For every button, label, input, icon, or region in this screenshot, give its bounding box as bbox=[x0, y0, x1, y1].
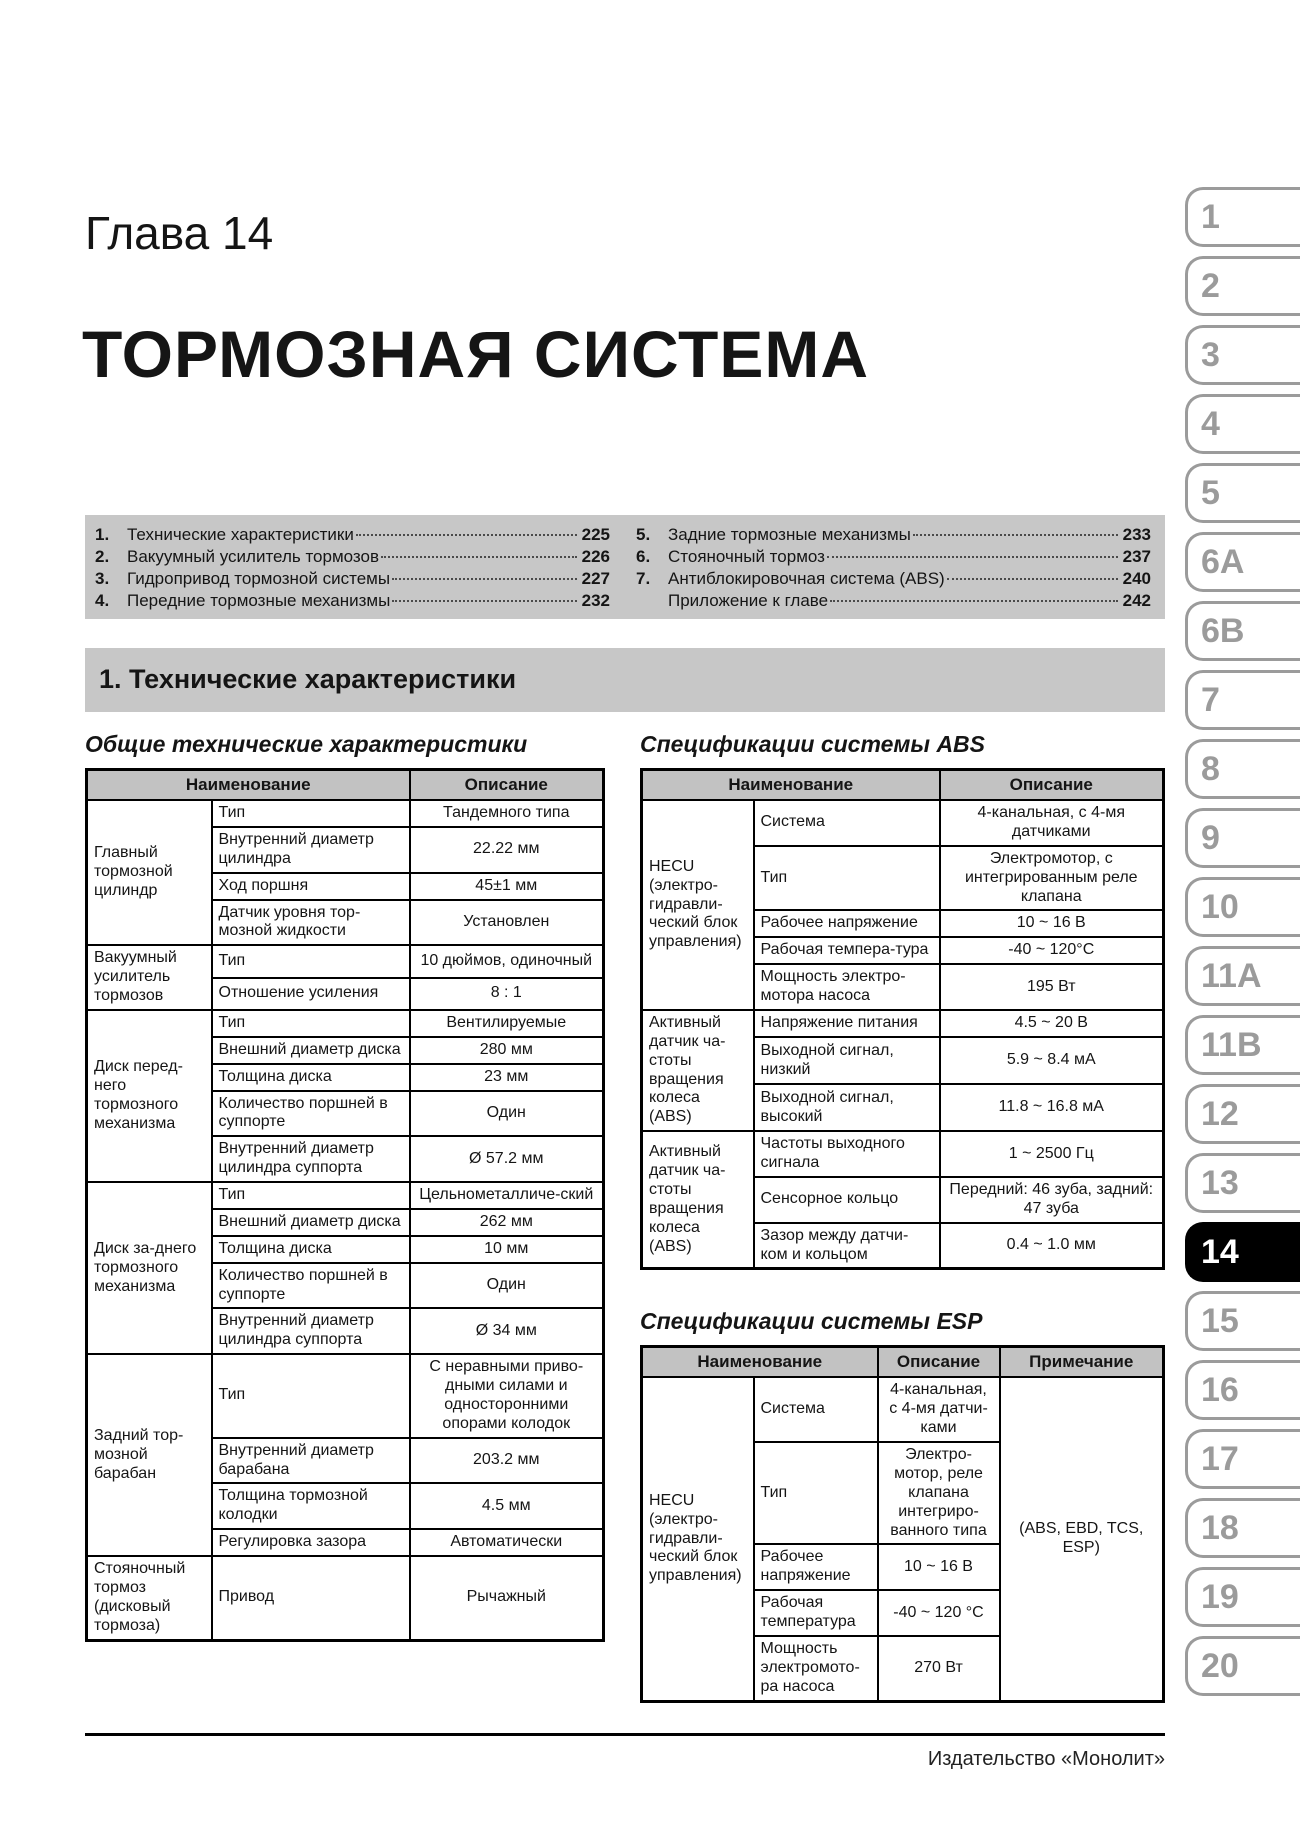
abs-spec-table bbox=[640, 768, 1165, 1270]
toc-item-label: Технические характеристики bbox=[127, 525, 354, 544]
toc-item bbox=[95, 524, 610, 546]
spec-value-cell: -40 ~ 120°C bbox=[940, 937, 1164, 964]
spec-name-cell: Привод bbox=[212, 1556, 410, 1640]
chapter-tab-2: 2 bbox=[1185, 256, 1300, 316]
spec-name-cell: Выходной сигнал, высокий bbox=[754, 1084, 940, 1131]
spec-value-cell: -40 ~ 120 °C bbox=[878, 1590, 1000, 1636]
toc-item-number: 3. bbox=[95, 569, 110, 588]
spec-value-cell: 262 мм bbox=[410, 1209, 604, 1236]
spec-name-cell: Мощность электромото-ра насоса bbox=[754, 1636, 878, 1701]
spec-group-cell: Задний тор-мозной барабан bbox=[87, 1354, 212, 1556]
toc-item-number: 4. bbox=[95, 591, 110, 610]
spec-name-cell: Тип bbox=[754, 846, 940, 911]
spec-name-cell: Внутренний диаметр барабана bbox=[212, 1438, 410, 1484]
table-row bbox=[87, 800, 604, 827]
spec-value-cell: Один bbox=[410, 1263, 604, 1309]
toc-item-number: 5. bbox=[636, 525, 651, 544]
spec-value-cell: 10 ~ 16 В bbox=[940, 910, 1164, 937]
spec-name-cell: Тип bbox=[212, 800, 410, 827]
spec-value-cell: 5.9 ~ 8.4 мА bbox=[940, 1037, 1164, 1084]
table-row bbox=[642, 1131, 1164, 1177]
spec-name-cell: Количество поршней в суппорте bbox=[212, 1263, 410, 1309]
spec-value-cell: 23 мм bbox=[410, 1064, 604, 1091]
toc-page-number: 225 bbox=[581, 525, 610, 544]
spec-value-cell: Ø 57.2 мм bbox=[410, 1136, 604, 1182]
spec-value-cell: 10 дюймов, одиночный bbox=[410, 945, 604, 977]
spec-value-cell: С неравными приво-дными силами и односторонними опорами колодок bbox=[410, 1354, 604, 1438]
toc-item bbox=[95, 546, 610, 568]
chapter-tab-3: 3 bbox=[1185, 325, 1300, 385]
toc-item-label: Гидропривод тормозной системы bbox=[127, 569, 391, 588]
toc-item-label: Стояночный тормоз bbox=[668, 547, 825, 566]
spec-value-cell: Установлен bbox=[410, 900, 604, 946]
toc-item-number: 2. bbox=[95, 547, 110, 566]
toc-leader-dots bbox=[830, 600, 1118, 602]
toc-item-number: 6. bbox=[636, 547, 651, 566]
footer-rule bbox=[85, 1733, 1165, 1736]
toc-item bbox=[636, 568, 1151, 590]
toc-leader-dots bbox=[827, 556, 1118, 558]
spec-value-cell: Ø 34 мм bbox=[410, 1308, 604, 1354]
toc-item-label: Приложение к главе bbox=[668, 591, 829, 610]
spec-name-cell: Толщина диска bbox=[212, 1064, 410, 1091]
spec-value-cell: 10 ~ 16 В bbox=[878, 1544, 1000, 1590]
chapter-tab-11B: 11B bbox=[1185, 1015, 1300, 1075]
toc-page-number: 226 bbox=[581, 547, 610, 566]
table-title-general: Общие технические характеристики bbox=[85, 731, 528, 757]
chapter-tab-13: 13 bbox=[1185, 1153, 1300, 1213]
spec-value-cell: Автоматически bbox=[410, 1529, 604, 1556]
chapter-tab-8: 8 bbox=[1185, 739, 1300, 799]
esp-spec-table bbox=[640, 1345, 1165, 1702]
table-title-esp: Спецификации системы ESP bbox=[640, 1308, 983, 1335]
spec-group-cell: HECU (электро-гидравли-ческий блок управления) bbox=[642, 1377, 754, 1701]
toc-item-label: Передние тормозные механизмы bbox=[127, 591, 391, 610]
toc-leader-dots bbox=[392, 578, 577, 580]
table-row bbox=[642, 1010, 1164, 1038]
chapter-heading: Глава 14 bbox=[85, 207, 274, 259]
toc-item-number: 1. bbox=[95, 525, 110, 544]
spec-value-cell: 8 : 1 bbox=[410, 978, 604, 1010]
spec-group-cell: Стояночный тормоз (дисковый тормоза) bbox=[87, 1556, 212, 1640]
spec-name-cell: Мощность электро-мотора насоса bbox=[754, 964, 940, 1010]
spec-name-cell: Отношение усиления bbox=[212, 978, 410, 1010]
spec-name-cell: Рабочее напряжение bbox=[754, 910, 940, 937]
spec-value-cell: Передний: 46 зуба, задний: 47 зуба bbox=[940, 1177, 1164, 1223]
spec-name-cell: Датчик уровня тор-мозной жидкости bbox=[212, 900, 410, 946]
column-header: Описание bbox=[410, 770, 604, 801]
chapter-tab-12: 12 bbox=[1185, 1084, 1300, 1144]
spec-value-cell: Электро-мотор, реле клапана интегриро-ванного типа bbox=[878, 1442, 1000, 1544]
table-header-row bbox=[642, 770, 1164, 801]
spec-name-cell: Выходной сигнал, низкий bbox=[754, 1037, 940, 1084]
chapter-tab-7: 7 bbox=[1185, 670, 1300, 730]
spec-group-cell: HECU (электро-гидравли-ческий блок управления) bbox=[642, 800, 754, 1010]
chapter-tab-1: 1 bbox=[1185, 187, 1300, 247]
toc-leader-dots bbox=[913, 534, 1118, 536]
toc-leader-dots bbox=[392, 600, 576, 602]
toc-item bbox=[636, 524, 1151, 546]
spec-name-cell: Зазор между датчи-ком и кольцом bbox=[754, 1223, 940, 1269]
toc-column bbox=[95, 524, 610, 610]
spec-name-cell: Тип bbox=[212, 1182, 410, 1209]
chapter-tab-17: 17 bbox=[1185, 1429, 1300, 1489]
spec-value-cell: 195 Вт bbox=[940, 964, 1164, 1010]
spec-name-cell: Система bbox=[754, 1377, 878, 1442]
spec-name-cell: Рабочая темпера-тура bbox=[754, 937, 940, 964]
toc-page-number: 242 bbox=[1122, 591, 1151, 610]
table-row bbox=[642, 1377, 1164, 1442]
spec-value-cell: 4.5 мм bbox=[410, 1483, 604, 1529]
toc-page-number: 227 bbox=[581, 569, 610, 588]
spec-value-cell: 4.5 ~ 20 В bbox=[940, 1010, 1164, 1038]
spec-name-cell: Сенсорное кольцо bbox=[754, 1177, 940, 1223]
spec-value-cell: 4-канальная, с 4-мя датчи-ками bbox=[878, 1377, 1000, 1442]
toc-item-label: Задние тормозные механизмы bbox=[668, 525, 911, 544]
column-header: Примечание bbox=[1000, 1347, 1164, 1378]
chapter-tab-6B: 6B bbox=[1185, 601, 1300, 661]
spec-value-cell: 0.4 ~ 1.0 мм bbox=[940, 1223, 1164, 1269]
spec-name-cell: Рабочая температура bbox=[754, 1590, 878, 1636]
table-row bbox=[87, 1010, 604, 1037]
spec-value-cell: 10 мм bbox=[410, 1236, 604, 1263]
page-title: ТОРМОЗНАЯ СИСТЕМА bbox=[82, 317, 870, 391]
column-header: Описание bbox=[940, 770, 1164, 801]
column-header: Наименование bbox=[87, 770, 410, 801]
toc-item-label: Антиблокировочная система (ABS) bbox=[668, 569, 945, 588]
chapter-tab-11A: 11A bbox=[1185, 946, 1300, 1006]
spec-group-cell: Диск перед-него тормозного механизма bbox=[87, 1010, 212, 1182]
table-row bbox=[642, 800, 1164, 846]
chapter-tab-strip bbox=[1185, 187, 1300, 1696]
chapter-tab-6A: 6A bbox=[1185, 532, 1300, 592]
spec-name-cell: Напряжение питания bbox=[754, 1010, 940, 1038]
chapter-tab-10: 10 bbox=[1185, 877, 1300, 937]
spec-value-cell: 203.2 мм bbox=[410, 1438, 604, 1484]
chapter-tab-18: 18 bbox=[1185, 1498, 1300, 1558]
spec-group-cell: Активный датчик ча-стоты вращения колеса (ABS) bbox=[642, 1131, 754, 1269]
toc-leader-dots bbox=[947, 578, 1118, 580]
chapter-tab-20: 20 bbox=[1185, 1636, 1300, 1696]
spec-name-cell: Рабочее напряжение bbox=[754, 1544, 878, 1590]
spec-note-cell: (ABS, EBD, TCS, ESP) bbox=[1000, 1377, 1164, 1701]
column-header: Наименование bbox=[642, 770, 940, 801]
spec-name-cell: Толщина диска bbox=[212, 1236, 410, 1263]
right-column bbox=[640, 731, 1165, 1703]
table-header-row bbox=[87, 770, 604, 801]
spec-value-cell: Электромотор, с интегрированным реле клапана bbox=[940, 846, 1164, 911]
spec-name-cell: Внутренний диаметр цилиндра суппорта bbox=[212, 1136, 410, 1182]
spec-value-cell: Тандемного типа bbox=[410, 800, 604, 827]
spec-value-cell: Цельнометалличе-ский bbox=[410, 1182, 604, 1209]
publisher-credit: Издательство «Монолит» bbox=[927, 1748, 1165, 1770]
section-header: 1. Технические характеристики bbox=[85, 648, 1165, 712]
spec-value-cell: Вентилируемые bbox=[410, 1010, 604, 1037]
column-header: Описание bbox=[878, 1347, 1000, 1378]
table-header-row bbox=[642, 1347, 1164, 1378]
column-header: Наименование bbox=[642, 1347, 878, 1378]
table-title-abs: Спецификации системы ABS bbox=[640, 731, 986, 757]
spec-name-cell: Тип bbox=[212, 1010, 410, 1037]
spec-name-cell: Внешний диаметр диска bbox=[212, 1037, 410, 1064]
toc-page-number: 232 bbox=[581, 591, 610, 610]
toc-item bbox=[636, 590, 1151, 612]
toc-page-number: 237 bbox=[1122, 547, 1151, 566]
toc-item bbox=[636, 546, 1151, 568]
spec-name-cell: Внутренний диаметр цилиндра суппорта bbox=[212, 1308, 410, 1354]
spec-name-cell: Тип bbox=[212, 1354, 410, 1438]
toc-box bbox=[85, 515, 1165, 619]
spec-name-cell: Внешний диаметр диска bbox=[212, 1209, 410, 1236]
chapter-tab-15: 15 bbox=[1185, 1291, 1300, 1351]
general-spec-table bbox=[85, 768, 605, 1642]
spec-name-cell: Количество поршней в суппорте bbox=[212, 1091, 410, 1137]
chapter-tab-9: 9 bbox=[1185, 808, 1300, 868]
toc-item bbox=[95, 568, 610, 590]
spec-name-cell: Ход поршня bbox=[212, 873, 410, 900]
toc-column bbox=[636, 524, 1151, 610]
spec-name-cell: Внутренний диаметр цилиндра bbox=[212, 827, 410, 873]
spec-value-cell: 4-канальная, с 4-мя датчиками bbox=[940, 800, 1164, 846]
spec-name-cell: Регулировка зазора bbox=[212, 1529, 410, 1556]
spec-value-cell: Один bbox=[410, 1091, 604, 1137]
table-row bbox=[87, 1354, 604, 1438]
chapter-tab-5: 5 bbox=[1185, 463, 1300, 523]
table-row bbox=[87, 1182, 604, 1209]
chapter-tab-14: 14 bbox=[1185, 1222, 1300, 1282]
spec-name-cell: Тип bbox=[754, 1442, 878, 1544]
spec-group-cell: Главный тормозной цилиндр bbox=[87, 800, 212, 945]
toc-item-number: 7. bbox=[636, 569, 651, 588]
chapter-tab-4: 4 bbox=[1185, 394, 1300, 454]
left-column bbox=[85, 731, 605, 1642]
spec-value-cell: 45±1 мм bbox=[410, 873, 604, 900]
spec-name-cell: Частоты выходного сигнала bbox=[754, 1131, 940, 1177]
toc-leader-dots bbox=[356, 534, 577, 536]
spec-name-cell: Система bbox=[754, 800, 940, 846]
toc-item-label: Вакуумный усилитель тормозов bbox=[127, 547, 379, 566]
spec-group-cell: Вакуумный усилитель тормозов bbox=[87, 945, 212, 1010]
spec-value-cell: Рычажный bbox=[410, 1556, 604, 1640]
toc-page-number: 240 bbox=[1122, 569, 1151, 588]
spec-value-cell: 280 мм bbox=[410, 1037, 604, 1064]
spec-value-cell: 1 ~ 2500 Гц bbox=[940, 1131, 1164, 1177]
spec-name-cell: Тип bbox=[212, 945, 410, 977]
toc-item bbox=[95, 590, 610, 612]
spec-group-cell: Активный датчик ча-стоты вращения колеса (ABS) bbox=[642, 1010, 754, 1131]
spec-value-cell: 22.22 мм bbox=[410, 827, 604, 873]
chapter-tab-16: 16 bbox=[1185, 1360, 1300, 1420]
spec-value-cell: 11.8 ~ 16.8 мА bbox=[940, 1084, 1164, 1131]
table-row bbox=[87, 1556, 604, 1640]
spec-group-cell: Диск за-днего тормозного механизма bbox=[87, 1182, 212, 1354]
chapter-tab-19: 19 bbox=[1185, 1567, 1300, 1627]
table-row bbox=[87, 945, 604, 977]
toc-page-number: 233 bbox=[1122, 525, 1151, 544]
toc-leader-dots bbox=[381, 556, 577, 558]
spec-name-cell: Толщина тормозной колодки bbox=[212, 1483, 410, 1529]
spec-value-cell: 270 Вт bbox=[878, 1636, 1000, 1701]
